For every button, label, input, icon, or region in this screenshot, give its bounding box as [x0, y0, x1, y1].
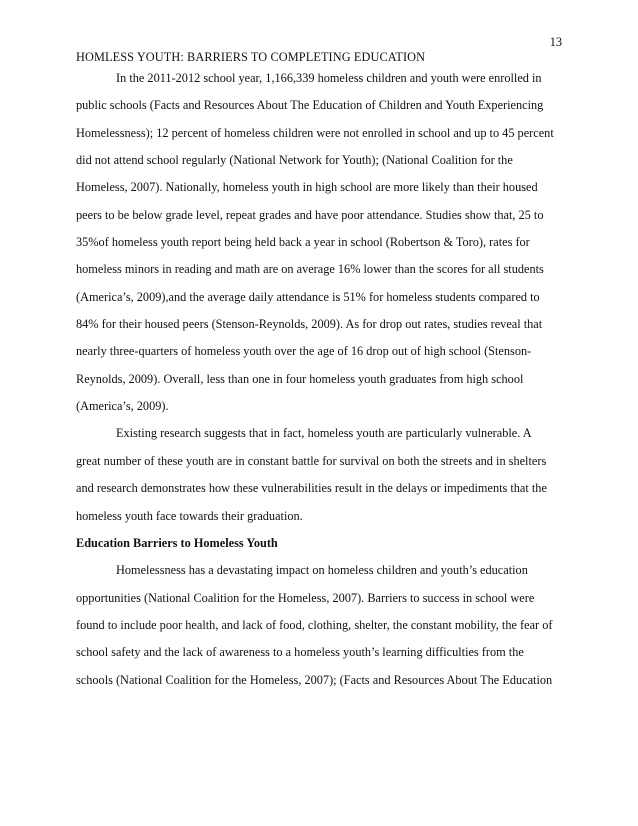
paragraph-2-line-2: great number of these youth are in constant battle for survival on both the streets and in shelters: [76, 453, 547, 468]
document-body: [76, 68, 566, 697]
paragraph-1-line-4: did not attend school regularly (National Network for Youth); (National Coalition for the: [76, 153, 513, 168]
paragraph-1-line-3: Homelessness); 12 percent of homeless children were not enrolled in school and up to 45 percent: [76, 125, 554, 140]
paragraph-3-line-4: school safety and the lack of awareness to a homeless youth’s learning difficulties from the: [76, 645, 524, 660]
paragraph-3-line-1: Homelessness has a devastating impact on homeless children and youth’s education: [116, 563, 528, 578]
paragraph-1-line-1: In the 2011-2012 school year, 1,166,339 homeless children and youth were enrolled in: [116, 71, 542, 85]
paragraph-2-line-1: Existing research suggests that in fact, homeless youth are particularly vulnerable. A: [116, 426, 532, 441]
paragraph-1-line-11: nearly three-quarters of homeless youth over the age of 16 drop out of high school (Stenson-: [76, 344, 532, 359]
section-heading: Education Barriers to Homeless Youth: [76, 535, 278, 550]
paragraph-1-line-2: public schools (Facts and Resources About The Education of Children and Youth Experiencing: [76, 98, 544, 113]
paragraph-3-line-3: found to include poor health, and lack of food, clothing, shelter, the constant mobility, the fear of: [76, 617, 553, 632]
paragraph-2-line-4: homeless youth face towards their graduation.: [76, 508, 303, 523]
running-head: HOMLESS YOUTH: BARRIERS TO COMPLETING EDUCATION: [76, 50, 426, 64]
paragraph-1-line-5: Homeless, 2007). Nationally, homeless youth in high school are more likely than their housed: [76, 180, 538, 195]
paragraph-3-line-2: opportunities (National Coalition for the Homeless, 2007). Barriers to success in school were: [76, 590, 535, 605]
paragraph-2-line-3: and research demonstrates how these vulnerabilities result in the delays or impediments that the: [76, 481, 547, 496]
paragraph-1-line-13: (America’s, 2009).: [76, 399, 169, 414]
paragraph-1-line-9: (America’s, 2009),and the average daily attendance is 51% for homeless students compared to: [76, 289, 540, 304]
paragraph-3-line-5: schools (National Coalition for the Homeless, 2007); (Facts and Resources About The Education: [76, 672, 553, 687]
paragraph-1-line-6: peers to be below grade level, repeat grades and have poor attendance. Studies show that, 25 to: [76, 207, 544, 222]
page-number: 13: [549, 35, 562, 49]
paragraph-1-line-12: Reynolds, 2009). Overall, less than one in four homeless youth graduates from high school: [76, 371, 524, 386]
paragraph-1-line-8: homeless minors in reading and math are on average 16% lower than the scores for all students: [76, 262, 544, 277]
paragraph-1-line-10: 84% for their housed peers (Stenson-Reynolds, 2009). As for drop out rates, studies reveal that: [76, 317, 543, 332]
paragraph-1-line-7: 35%of homeless youth report being held back a year in school (Robertson & Toro), rates for: [76, 235, 530, 250]
